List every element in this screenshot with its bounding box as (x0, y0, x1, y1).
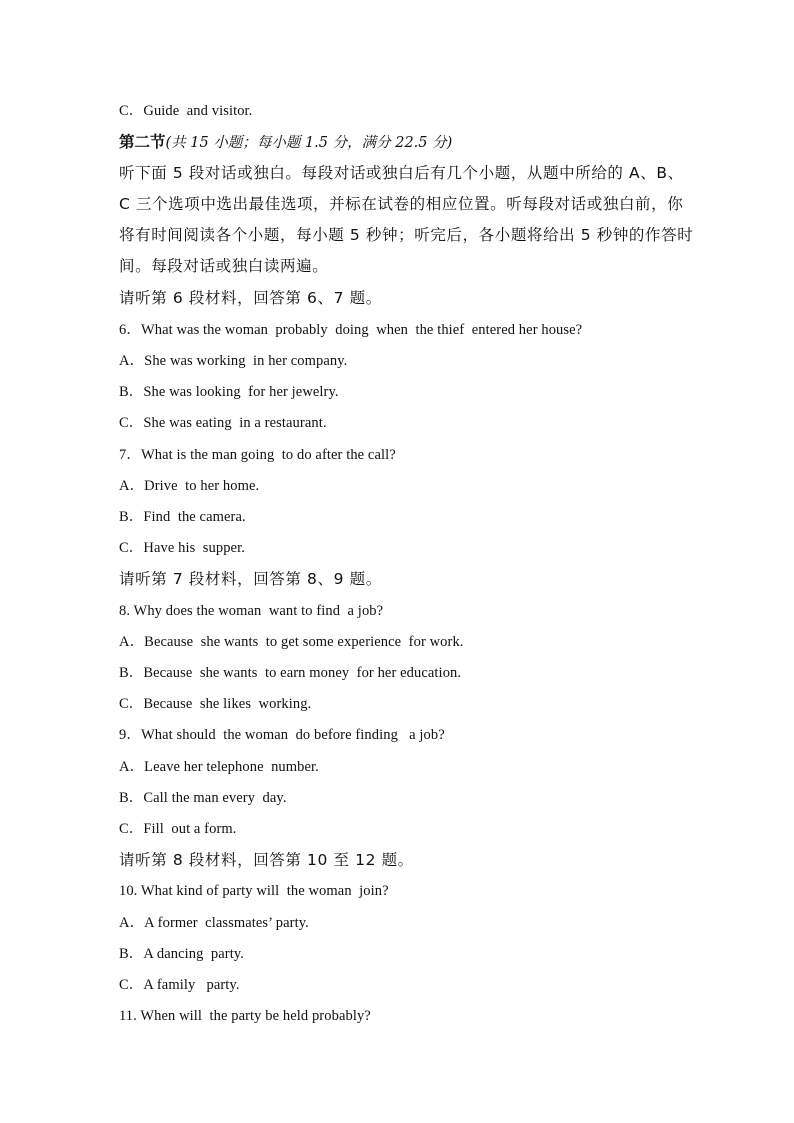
question-8: 8. Why does the woman want to find a job? (119, 603, 384, 619)
question-10-option-b: B．A dancing party. (119, 946, 244, 962)
question-9: 9．What should the woman do before finding a job? (119, 727, 445, 743)
instructions-line-4: 间。每段对话或独白读两遍。 (119, 257, 329, 275)
instructions-line-3: 将有时间阅读各个小题，每小题 5 秒钟；听完后，各小题将给出 5 秒钟的作答时 (119, 226, 694, 244)
option-c-guide-visitor: C．Guide and visitor. (119, 103, 253, 119)
question-6-option-a: A．She was working in her company. (119, 353, 348, 369)
section-heading (119, 132, 679, 153)
section-title: 第二节 (119, 133, 166, 151)
instructions-line-1: 听下面 5 段对话或独白。每段对话或独白后有几个小题，从题中所给的 A、B、 (119, 164, 684, 182)
question-10-option-a: A．A former classmates’ party. (119, 915, 309, 931)
question-6-option-c: C．She was eating in a restaurant. (119, 415, 327, 431)
section-scoring-note: (共 15 小题；每小题 1.5 分，满分 22.5 分) (165, 135, 453, 151)
question-7-option-a: A．Drive to her home. (119, 478, 260, 494)
question-9-option-c: C．Fill out a form. (119, 821, 237, 837)
question-9-option-a: A．Leave her telephone number. (119, 759, 319, 775)
instructions-line-2: C 三个选项中选出最佳选项，并标在试卷的相应位置。听每段对话或独白前，你 (119, 195, 684, 213)
question-8-option-c: C．Because she likes working. (119, 696, 312, 712)
question-7: 7．What is the man going to do after the call? (119, 447, 396, 463)
question-11: 11. When will the party be held probably? (119, 1008, 371, 1024)
question-7-option-c: C．Have his supper. (119, 540, 245, 556)
question-8-option-b: B．Because she wants to earn money for her education. (119, 665, 462, 681)
question-7-option-b: B．Find the camera. (119, 509, 246, 525)
question-6: 6．What was the woman probably doing when the thief entered her house? (119, 322, 583, 338)
question-8-option-a: A．Because she wants to get some experience for work. (119, 634, 464, 650)
question-10: 10. What kind of party will the woman join? (119, 883, 389, 899)
material-7-prompt: 请听第 7 段材料，回答第 8、9 题。 (119, 570, 382, 588)
material-8-prompt: 请听第 8 段材料，回答第 10 至 12 题。 (119, 851, 414, 869)
question-6-option-b: B．She was looking for her jewelry. (119, 384, 339, 400)
question-10-option-c: C．A family party. (119, 977, 240, 993)
material-6-prompt: 请听第 6 段材料，回答第 6、7 题。 (119, 289, 382, 307)
question-9-option-b: B．Call the man every day. (119, 790, 287, 806)
